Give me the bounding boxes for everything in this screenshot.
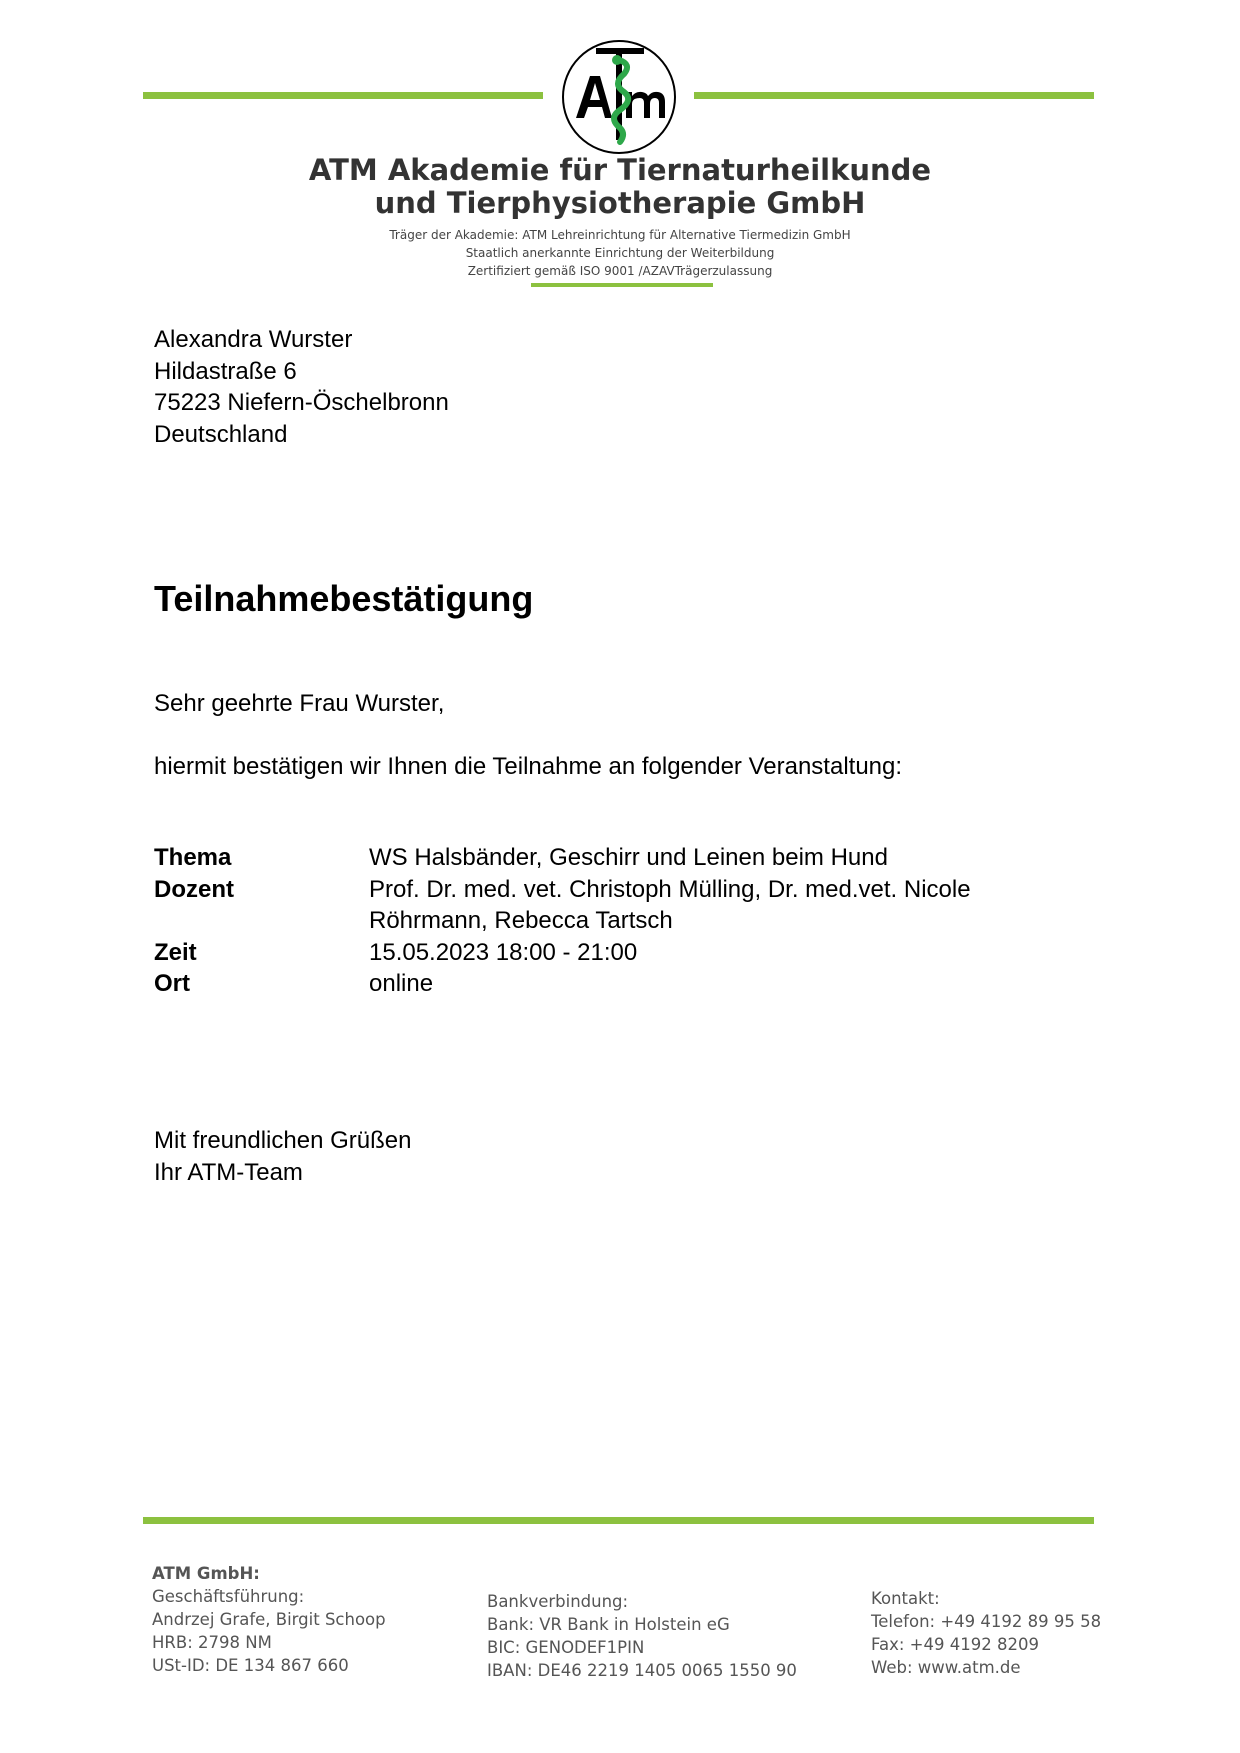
footer-company-line1: Geschäftsführung: [152, 1587, 305, 1606]
header-line-right [694, 92, 1094, 99]
footer-company-line4: USt-ID: DE 134 867 660 [152, 1656, 349, 1675]
org-sub-line1: Träger der Akademie: ATM Lehreinrichtung für Alternative Tiermedizin GmbH [389, 228, 851, 242]
zeit-value: 15.05.2023 18:00 - 21:00 [369, 938, 638, 966]
ort-label: Ort [154, 970, 190, 997]
header-underline [531, 283, 713, 287]
footer-bank-title: Bankverbindung: [487, 1592, 629, 1611]
footer-contact-phone: Telefon: +49 4192 89 95 58 [871, 1612, 1102, 1631]
footer-contact-web: Web: www.atm.de [871, 1658, 1021, 1677]
intro-text: hiermit bestätigen wir Ihnen die Teilnahme an folgender Veranstaltung: [154, 753, 903, 780]
salutation: Sehr geehrte Frau Wurster, [154, 690, 445, 717]
detail-row-thema [154, 842, 989, 874]
thema-value: WS Halsbänder, Geschirr und Leinen beim Hund [369, 844, 888, 871]
footer-company-line2: Andrzej Grafe, Birgit Schoop [152, 1610, 386, 1629]
recipient-address [154, 324, 449, 450]
detail-row-zeit [154, 937, 989, 969]
header-line-left [143, 92, 543, 99]
thema-label: Thema [154, 844, 232, 871]
detail-row-dozent [154, 874, 989, 937]
footer-contact-title: Kontakt: [871, 1589, 940, 1608]
footer-contact-fax: Fax: +49 4192 8209 [871, 1635, 1039, 1654]
recipient-street: Hildastraße 6 [154, 357, 297, 385]
dozent-label: Dozent [154, 875, 234, 903]
footer-bank [487, 1590, 797, 1682]
org-sub-line2: Staatlich anerkannte Einrichtung der Weiterbildung [465, 246, 775, 260]
recipient-city: 75223 Niefern-Öschelbronn [154, 389, 449, 416]
ort-value: online [369, 970, 434, 997]
footer-line [143, 1517, 1094, 1524]
footer-contact [871, 1587, 1101, 1679]
zeit-label: Zeit [154, 938, 197, 966]
footer-bank-line3: IBAN: DE46 2219 1405 0065 1550 90 [487, 1661, 797, 1680]
recipient-name: Alexandra Wurster [154, 326, 353, 353]
org-name-line1: ATM Akademie für Tiernaturheilkunde [308, 153, 932, 187]
document-title: Teilnahmebestätigung [154, 578, 534, 619]
dozent-value: Prof. Dr. med. vet. Christoph Mülling, Dr. med.vet. Nicole Röhrmann, Rebecca Tartsch [369, 875, 971, 934]
detail-row-ort [154, 968, 989, 1000]
closing-greeting: Mit freundlichen Grüßen [154, 1127, 412, 1154]
org-sub-line3: Zertifiziert gemäß ISO 9001 /AZAVTrägerzulassung [467, 264, 773, 278]
footer-company [152, 1562, 386, 1677]
recipient-country: Deutschland [154, 420, 288, 448]
footer-company-title: ATM GmbH: [152, 1564, 260, 1583]
closing [154, 1125, 411, 1188]
org-name-line2: und Tierphysiotherapie GmbH [374, 186, 866, 220]
footer-bank-line2: BIC: GENODEF1PIN [487, 1638, 645, 1657]
org-name [0, 154, 1240, 220]
atm-logo [560, 38, 678, 156]
event-details [154, 842, 989, 1000]
closing-signature: Ihr ATM-Team [154, 1158, 303, 1186]
footer-company-line3: HRB: 2798 NM [152, 1633, 272, 1652]
footer-bank-line1: Bank: VR Bank in Holstein eG [487, 1615, 730, 1634]
